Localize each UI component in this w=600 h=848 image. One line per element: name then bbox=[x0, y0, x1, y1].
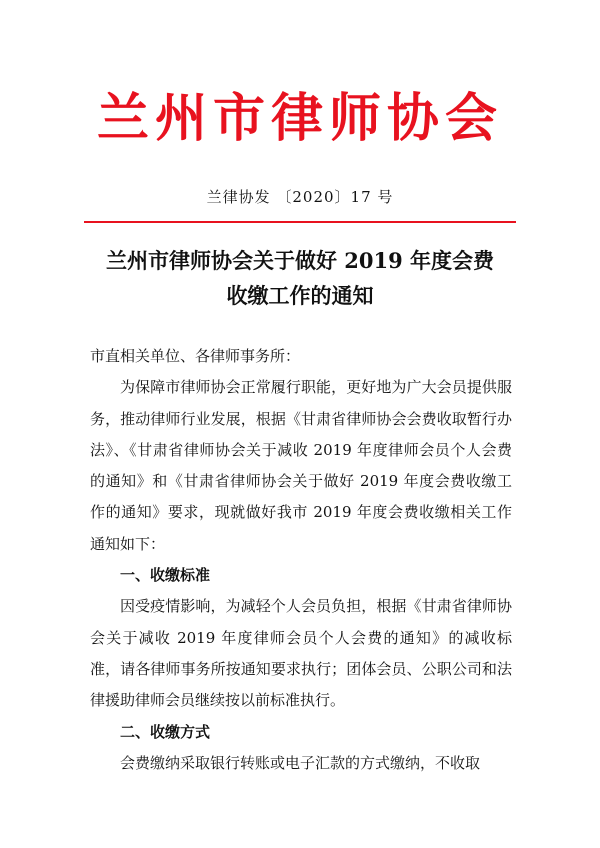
document-body bbox=[90, 341, 512, 779]
header-divider bbox=[84, 221, 516, 223]
organization-header: 兰州市律师协会 bbox=[96, 89, 503, 149]
title-line-2: 收缴工作的通知 bbox=[226, 283, 374, 308]
section-1-paragraph: 因受疫情影响，为减轻个人会员负担，根据《甘肃省律师协会关于减收 2019 年度律师会员个人会费的通知》的减收标准，请各律师事务所按通知要求执行；团体会员、公职公司和法律援助律师会员继续按以前标准执行。 bbox=[90, 597, 512, 710]
salutation: 市直相关单位、各律师事务所： bbox=[90, 347, 301, 365]
section-2-heading: 二、收缴方式 bbox=[120, 722, 211, 741]
section-2-paragraph: 会费缴纳采取银行转账或电子汇款的方式缴纳，不收取 bbox=[120, 753, 481, 772]
section-1-heading: 一、收缴标准 bbox=[120, 566, 211, 585]
document-title bbox=[70, 243, 530, 313]
title-line-1: 兰州市律师协会关于做好 2019 年度会费 bbox=[105, 248, 495, 273]
document-number: 兰律协发 〔2020〕17 号 bbox=[206, 188, 394, 206]
intro-paragraph: 为保障市律师协会正常履行职能，更好地为广大会员提供服务，推动律师行业发展，根据《甘肃省律师协会会费收取暂行办法》、《甘肃省律师协会关于减收 2019 年度律师会员个人会费的通知》和《甘肃省律师协会关于做好 2019 年度会费收缴工作的通知》要求，现就做好我市 2019 年度会费收缴相关工作通知如下： bbox=[90, 378, 512, 553]
